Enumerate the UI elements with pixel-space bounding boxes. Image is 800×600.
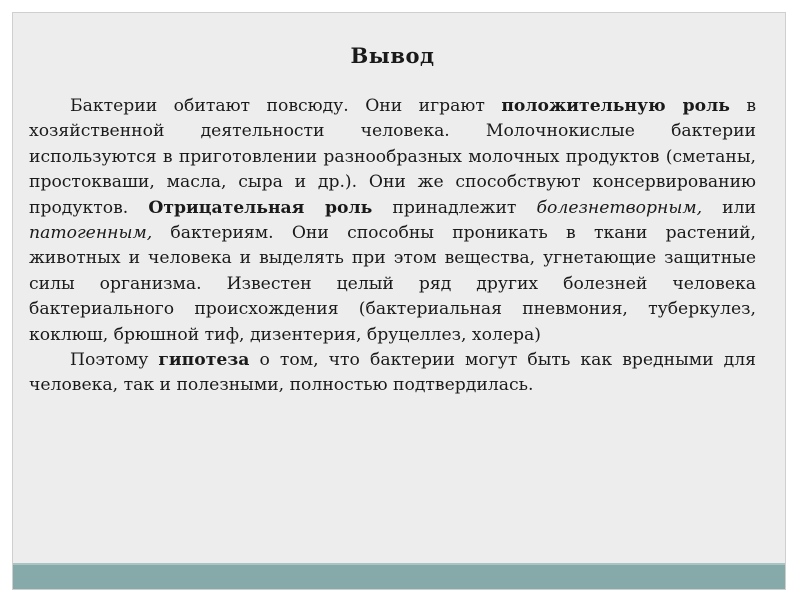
slide-content <box>29 43 756 399</box>
paragraph-text: принадлежит <box>372 197 537 218</box>
italic-pathogenic-term: патогенным, <box>29 223 153 244</box>
paragraph-text: бактериям. Они способны проникать в ткани растений, животных и человека и выделять при этом вещества, угнетающие защитные силы организма. Известен целый ряд других болезней человека бактериального происхождения (бактериальная пневмония, туберкулез, коклюш, брюшной тиф, дизентерия, бруцеллез, холера) <box>29 223 756 345</box>
slide-title: Вывод <box>350 43 435 68</box>
paragraph-text: Бактерии обитают повсюду. Они играют <box>70 96 502 116</box>
italic-pathogenic-term: болезнетворным, <box>536 197 703 218</box>
paragraph-text: в хозяйственной деятельности человека. Молочнокислые бактерии используются в приготовлении разнообразных молочных продуктов (сметаны, простокваши, масла, сыра и др.). Они же способствуют консервированию продуктов. <box>29 96 757 218</box>
footer-band <box>13 563 785 589</box>
bold-negative-role: Отрицательная роль <box>148 197 373 218</box>
bold-hypothesis: гипотеза <box>158 350 250 371</box>
conclusion-paragraph-2 <box>29 348 756 399</box>
conclusion-paragraph-1 <box>29 94 756 348</box>
paragraph-text: о том, что бактерии могут быть как вредными для человека, так и полезными, полностью подтвердилась. <box>29 350 757 396</box>
paragraph-text: Поэтому <box>70 350 159 371</box>
bold-positive-role: положительную роль <box>501 96 730 116</box>
paragraph-text: или <box>702 197 756 218</box>
slide <box>12 12 786 590</box>
